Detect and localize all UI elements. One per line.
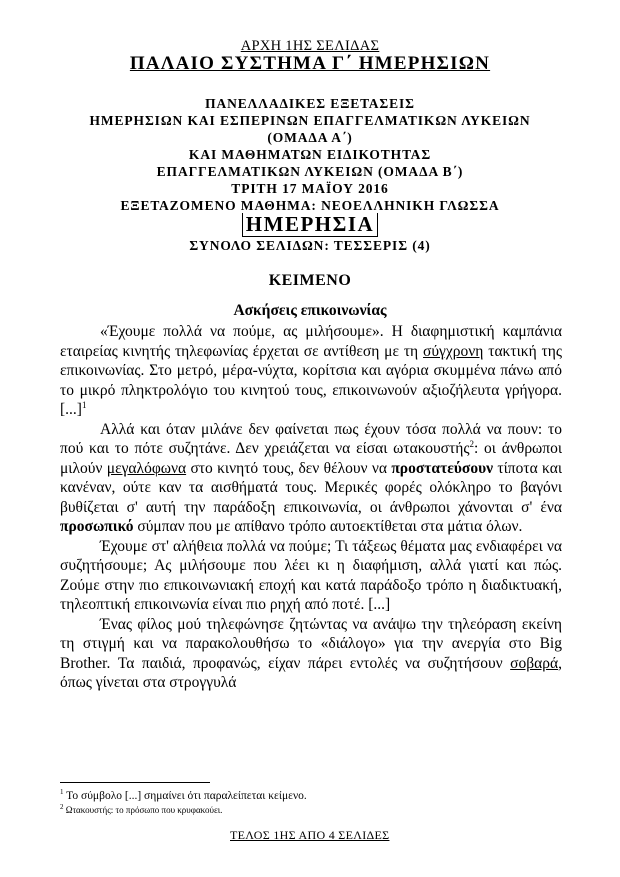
header-line: (ΟΜΑΔΑ Α΄) [267,130,353,145]
section-title: ΚΕΙΜΕΝΟ [268,272,352,289]
article-title-text: Ασκήσεις επικοινωνίας [233,302,387,319]
footnote-divider [60,782,210,783]
article-body [60,322,562,693]
text-run: : οι άνθρωποι μιλούν [60,440,562,477]
page-end-label: ΤΕΛΟΣ 1ΗΣ ΑΠΟ 4 ΣΕΛΙΔΕΣ [230,828,390,842]
footnote [60,790,307,802]
paragraph [60,420,562,537]
exam-system-title: ΠΑΛΑΙΟ ΣΥΣΤΗΜΑ Γ΄ ΗΜΕΡΗΣΙΩΝ [129,53,491,74]
text-run: Έχουμε στ' αλήθεια πολλά να πούμε; Τι τάξεως θέματα μας ενδιαφέρει να συζητήσουμε; Ας μιλήσουμε που λέει κι η διαφήμιση, αλλά γιατί και πώς. Ζούμε στην πιο επικοινωνιακή εποχή και κατά παράδοξο τρόπο η διαδικτυακή, τηλεοπτική επικοινωνία είναι πιο ρηχή από ποτέ. [...] [60,537,562,613]
footnote-ref: 2 [469,438,474,449]
footnote [60,805,222,815]
underlined-term: σοβαρά [510,654,559,672]
text-run: Αλλά και όταν μιλάνε δεν φαίνεται πως έχουν τόσα πολλά να πουν: το πού και το πότε συζητάνε. Δεν χρειάζεται να είσαι ωτακουστής [60,420,562,457]
text-run: Ένας φίλος μού τηλεφώνησε ζητώντας να ανάψω την τηλεόραση εκείνη τη στιγμή και να παρακολουθήσω το «διάλογο» για την ανεργία στο Big Brother. Τα παιδιά, προφανώς, είχαν πάρει εντολές να συζητήσουν [60,615,562,672]
bold-term: προσωπικό [60,518,134,535]
exam-date: ΤΡΙΤΗ 17 ΜΑΪΟΥ 2016 [231,181,389,196]
total-pages: ΣΥΝΟΛΟ ΣΕΛΙΔΩΝ: ΤΕΣΣΕΡΙΣ (4) [189,238,431,253]
boxed-label: ΗΜΕΡΗΣΙΑ [242,213,378,237]
paragraph [60,615,562,693]
article-title [0,302,620,320]
text-run: τακτική της επικοινωνίας. Στο μετρό, μέρα-νύχτα, κορίτσια και αγόρια σκυμμένα πάνω από το μικρό πληκτρολόγιο του κινητού τους, επικοινωνούν αξιοζήλευτα γρήγορα. [...] [60,342,562,418]
footnote-text: Το σύμβολο [...] σημαίνει ότι παραλείπεται κείμενο. [66,790,307,802]
footnote-ref: 1 [81,399,87,410]
footnote-number: 2 [60,803,64,811]
underlined-term: μεγαλόφωνα [106,459,187,477]
text-run: «Έχουμε πολλά να πούμε, ας μιλήσουμε». Η διαφημιστική καμπάνια εταιρείας κινητής τηλεφωνίας έρχεται σε αντίθεση με τη [60,323,562,360]
bold-term: προστατεύσουν [391,459,494,477]
footnote-number: 1 [60,788,64,797]
footnote-text: Ωτακουστής: το πρόσωπο που κρυφακούει. [65,805,223,815]
paragraph [60,322,562,420]
header-line: ΕΠΑΓΓΕΛΜΑΤΙΚΩΝ ΛΥΚΕΙΩΝ (ΟΜΑΔΑ Β΄) [156,164,464,179]
header-line: ΠΑΝΕΛΛΑΔΙΚΕΣ ΕΞΕΤΑΣΕΙΣ [205,96,415,111]
text-run: στο κινητό τους, δεν θέλουν να [186,459,392,477]
text-run: τίποτα και κανέναν, ούτε καν τα αισθήματά τους. Μερικές φορές ολόκληρο το βαγόνι βυθίζεται σ' αυτή την παράδοξη επικοινωνία, οι άνθρωποι χάνονται σ' ένα [60,459,562,516]
underlined-term: σύγχρονη [423,342,484,360]
text-run: , όπως γίνεται στα στρογγυλά [60,654,562,691]
header-line: ΚΑΙ ΜΑΘΗΜΑΤΩΝ ΕΙΔΙΚΟΤΗΤΑΣ [188,147,432,162]
paragraph [60,537,562,615]
boxed-label-container [0,213,620,237]
text-run: σύμπαν που με απίθανο τρόπο αυτοεκτίθεται στα μάτια όλων. [133,518,523,535]
exam-subject: ΕΞΕΤΑΖΟΜΕΝΟ ΜΑΘΗΜΑ: ΝΕΟΕΛΛΗΝΙΚΗ ΓΛΩΣΣΑ [120,198,500,213]
header-line: ΗΜΕΡΗΣΙΩΝ ΚΑΙ ΕΣΠΕΡΙΝΩΝ ΕΠΑΓΓΕΛΜΑΤΙΚΩΝ ΛΥΚΕΙΩΝ [89,113,531,128]
page-start-label: ΑΡΧΗ 1ΗΣ ΣΕΛΙΔΑΣ [240,38,380,54]
